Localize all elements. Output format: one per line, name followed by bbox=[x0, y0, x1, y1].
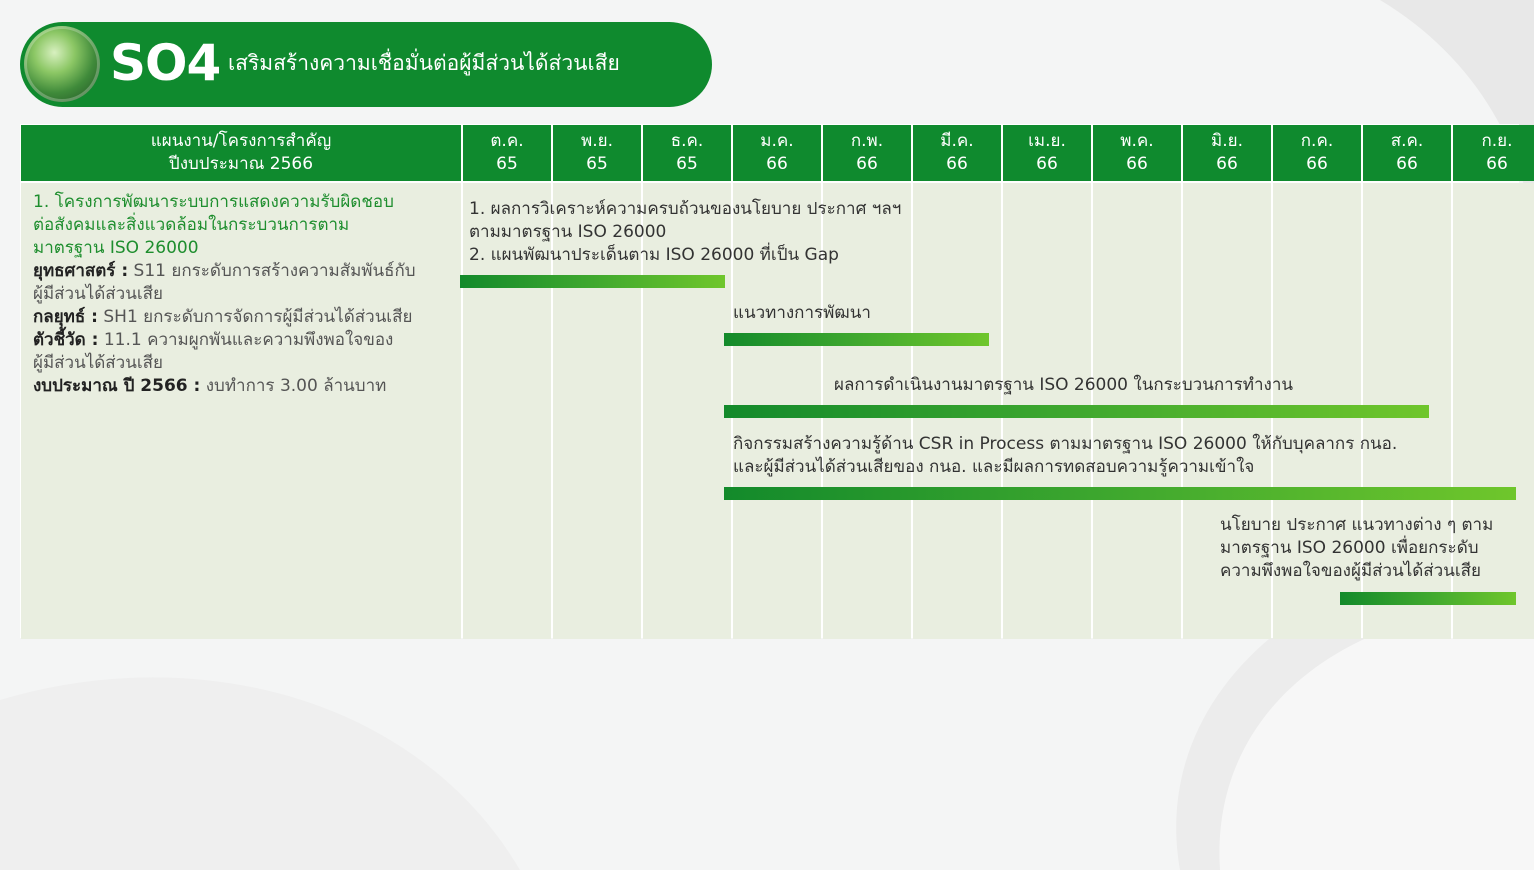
tactic-label: กลยุทธ์ : bbox=[33, 307, 98, 327]
month-year: 65 bbox=[676, 154, 698, 174]
month-header bbox=[1363, 125, 1451, 181]
timeline-bar bbox=[724, 333, 989, 346]
globe-icon bbox=[24, 26, 100, 102]
activity-line: 1. ผลการวิเคราะห์ความครบถ้วนของนโยบาย ประกาศ ฯลฯ bbox=[469, 199, 902, 219]
activity-line: นโยบาย ประกาศ แนวทางต่าง ๆ ตาม bbox=[1220, 515, 1494, 535]
activity-line: และผู้มีส่วนได้ส่วนเสียของ กนอ. และมีผลการทดสอบความรู้ความเข้าใจ bbox=[733, 457, 1255, 477]
kpi-label: ตัวชี้วัด : bbox=[33, 330, 99, 350]
month-name: พ.ค. bbox=[1120, 131, 1154, 151]
activity-line: ตามมาตรฐาน ISO 26000 bbox=[469, 222, 667, 242]
strategy-line bbox=[33, 260, 451, 283]
budget-label: งบประมาณ ปี 2566 : bbox=[33, 376, 201, 396]
month-name: ม.ค. bbox=[760, 131, 794, 151]
month-year: 66 bbox=[1036, 154, 1058, 174]
month-year: 66 bbox=[856, 154, 878, 174]
month-name: ก.ค. bbox=[1300, 131, 1334, 151]
month-name: มี.ค. bbox=[940, 131, 974, 151]
month-header bbox=[643, 125, 731, 181]
month-name: พ.ย. bbox=[581, 131, 613, 151]
timeline-bar bbox=[724, 487, 1516, 500]
timeline-bar bbox=[724, 405, 1429, 418]
month-name: เม.ย. bbox=[1028, 131, 1066, 151]
month-header bbox=[463, 125, 551, 181]
month-name: ก.พ. bbox=[850, 131, 884, 151]
activity-line: ความพึงพอใจของผู้มีส่วนได้ส่วนเสีย bbox=[1220, 561, 1481, 581]
kpi-text: 11.1 ความผูกพันและความพึงพอใจของ bbox=[98, 330, 394, 350]
strategy-label: ยุทธศาสตร์ : bbox=[33, 261, 129, 281]
month-header bbox=[823, 125, 911, 181]
budget-line bbox=[33, 375, 451, 398]
activity-label bbox=[733, 433, 1397, 479]
tactic-text: SH1 ยกระดับการจัดการผู้มีส่วนได้ส่วนเสีย bbox=[97, 307, 413, 327]
objective-code: SO4 bbox=[110, 34, 221, 92]
project-name-line: มาตรฐาน ISO 26000 bbox=[33, 238, 199, 258]
activity-line: 2. แผนพัฒนาประเด็นตาม ISO 26000 ที่เป็น Gap bbox=[469, 245, 839, 265]
month-header bbox=[913, 125, 1001, 181]
activity-line: ผลการดำเนินงานมาตรฐาน ISO 26000 ในกระบวนการทำงาน bbox=[834, 375, 1294, 395]
month-year: 66 bbox=[1126, 154, 1148, 174]
activity-label bbox=[469, 198, 901, 267]
month-year: 66 bbox=[766, 154, 788, 174]
activity-label bbox=[733, 302, 871, 325]
activity-label bbox=[834, 374, 1293, 397]
month-header bbox=[1003, 125, 1091, 181]
kpi-line bbox=[33, 329, 451, 352]
plan-header-line2: ปีงบประมาณ 2566 bbox=[168, 154, 314, 174]
month-header bbox=[733, 125, 821, 181]
tactic-line bbox=[33, 306, 451, 329]
month-name: ธ.ค. bbox=[670, 131, 704, 151]
month-name: ต.ค. bbox=[490, 131, 524, 151]
timeline-bar bbox=[1340, 592, 1516, 605]
objective-title: เสริมสร้างความเชื่อมั่นต่อผู้มีส่วนได้ส่วนเสีย bbox=[228, 51, 620, 75]
project-name-line: ต่อสังคมและสิ่งแวดล้อมในกระบวนการตาม bbox=[33, 215, 350, 235]
activity-line: กิจกรรมสร้างความรู้ด้าน CSR in Process ตามมาตรฐาน ISO 26000 ให้กับบุคลากร กนอ. bbox=[733, 434, 1398, 454]
activity-line: แนวทางการพัฒนา bbox=[733, 303, 871, 323]
plan-header bbox=[21, 125, 461, 181]
month-header bbox=[1093, 125, 1181, 181]
month-name: ส.ค. bbox=[1390, 131, 1424, 151]
kpi-text-2: ผู้มีส่วนได้ส่วนเสีย bbox=[33, 353, 163, 373]
strategy-text: S11 ยกระดับการสร้างความสัมพันธ์กับ bbox=[128, 261, 416, 281]
strategy-text-2: ผู้มีส่วนได้ส่วนเสีย bbox=[33, 284, 163, 304]
month-name: มิ.ย. bbox=[1211, 131, 1243, 151]
budget-text: งบทำการ 3.00 ล้านบาท bbox=[200, 376, 387, 396]
month-year: 66 bbox=[1486, 154, 1508, 174]
month-year: 66 bbox=[1306, 154, 1328, 174]
month-year: 66 bbox=[946, 154, 968, 174]
activity-label bbox=[1220, 514, 1493, 583]
month-header bbox=[1183, 125, 1271, 181]
month-year: 66 bbox=[1216, 154, 1238, 174]
month-name: ก.ย. bbox=[1481, 131, 1513, 151]
month-header bbox=[1453, 125, 1534, 181]
plan-header-line1: แผนงาน/โครงการสำคัญ bbox=[150, 131, 332, 151]
month-header bbox=[553, 125, 641, 181]
activity-line: มาตรฐาน ISO 26000 เพื่อยกระดับ bbox=[1220, 538, 1479, 558]
month-year: 65 bbox=[586, 154, 608, 174]
month-year: 66 bbox=[1396, 154, 1418, 174]
timeline-bar bbox=[460, 275, 725, 288]
plan-description bbox=[21, 183, 461, 639]
project-name-line: 1. โครงการพัฒนาระบบการแสดงความรับผิดชอบ bbox=[33, 192, 394, 212]
month-header bbox=[1273, 125, 1361, 181]
month-year: 65 bbox=[496, 154, 518, 174]
